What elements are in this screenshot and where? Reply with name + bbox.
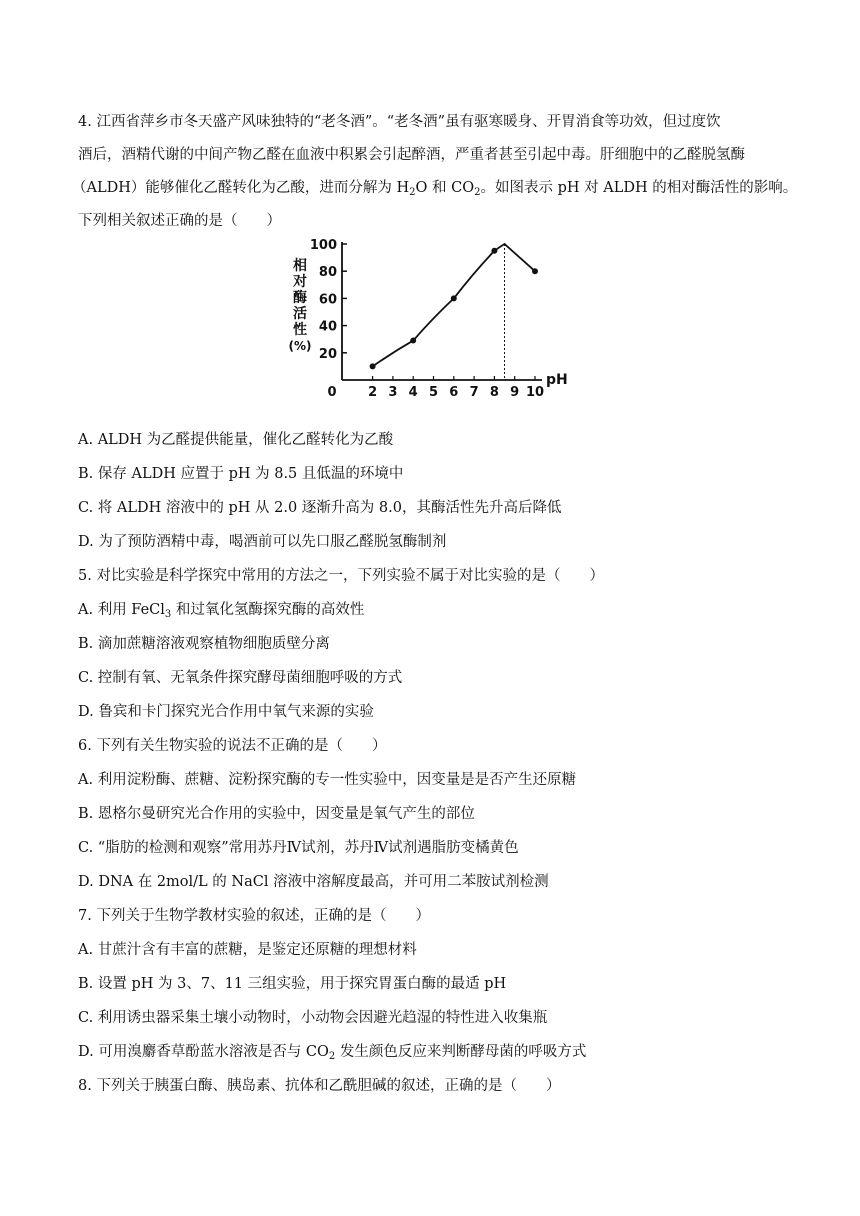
q4-option-a: A. ALDH 为乙醛提供能量，催化乙醛转化为乙酸 — [78, 432, 394, 448]
q4-option-d: D. 为了预防酒精中毒，喝酒前可以先口服乙醛脱氢酶制剂 — [78, 534, 447, 550]
q4-option-c: C. 将 ALDH 溶液中的 pH 从 2.0 逐渐升高为 8.0，其酶活性先升高后降低 — [78, 500, 562, 516]
q6-option-d: D. DNA 在 2mol/L 的 NaCl 溶液中溶解度最高，并可用二苯胺试剂检测 — [78, 874, 549, 890]
q4-stem-line-2: 酒后，酒精代谢的中间产物乙醛在血液中积累会引起醉酒，严重者甚至引起中毒。肝细胞中的乙醛脱氢酶 — [78, 147, 745, 163]
y-axis-label-unit: (%) — [288, 339, 312, 353]
y-tick-label: 40 — [318, 319, 337, 335]
q4-option-b: B. 保存 ALDH 应置于 pH 为 8.5 且低温的环境中 — [78, 466, 404, 482]
q5-option-a — [78, 600, 364, 625]
q5-option-d: D. 鲁宾和卡门探究光合作用中氧气来源的实验 — [78, 704, 374, 720]
y-tick-label: 80 — [318, 265, 337, 281]
subscript: 2 — [474, 187, 481, 198]
q4-text: 。如图表示 pH 对 ALDH 的相对酶活性的影响。 — [480, 180, 798, 196]
x-tick-label: 0 — [327, 385, 337, 398]
x-tick-label: 9 — [510, 385, 520, 398]
x-axis-label: pH — [546, 372, 568, 388]
q6-option-c: C. “脂肪的检测和观察”常用苏丹Ⅳ试剂，苏丹Ⅳ试剂遇脂肪变橘黄色 — [78, 840, 519, 856]
q5-text: A. 利用 FeCl — [78, 602, 165, 618]
data-point — [370, 363, 376, 369]
y-axis-label — [289, 257, 312, 353]
q7-option-d — [78, 1042, 586, 1067]
series-line — [373, 244, 535, 366]
q4-text: O 和 CO — [415, 180, 475, 196]
q7-option-a: A. 甘蔗汁含有丰富的蔗糖，是鉴定还原糖的理想材料 — [78, 942, 417, 958]
q6-option-a: A. 利用淀粉酶、蔗糖、淀粉探究酶的专一性实验中，因变量是是否产生还原糖 — [78, 772, 577, 788]
y-axis-label-char: 相 — [293, 258, 307, 274]
y-tick-label: 100 — [309, 238, 337, 253]
subscript: 3 — [164, 609, 172, 620]
y-axis-label-char: 对 — [293, 274, 307, 290]
y-tick-label: 20 — [318, 346, 337, 362]
subscript: 2 — [409, 187, 416, 198]
q7-stem: 7. 下列关于生物学教材实验的叙述，正确的是（ ） — [78, 908, 430, 924]
x-tick-label: 4 — [408, 385, 418, 398]
q5-option-b: B. 滴加蔗糖溶液观察植物细胞质壁分离 — [78, 636, 330, 652]
y-axis-label-char: 酶 — [293, 290, 307, 306]
y-axis-label-char: 性 — [293, 322, 307, 338]
q6-option-b: B. 恩格尔曼研究光合作用的实验中，因变量是氧气产生的部位 — [78, 806, 475, 822]
q7-option-c: C. 利用诱虫器采集土壤小动物时，小动物会因避光趋湿的特性进入收集瓶 — [78, 1010, 548, 1026]
subscript: 2 — [328, 1051, 336, 1062]
data-point — [451, 295, 457, 301]
data-point — [532, 268, 538, 274]
y-axis-label-char: 活 — [293, 306, 307, 322]
q5-option-c: C. 控制有氧、无氧条件探究酵母菌细胞呼吸的方式 — [78, 670, 403, 686]
q4-stem-line-3 — [72, 178, 797, 203]
q7-option-b: B. 设置 pH 为 3、7、11 三组实验，用于探究胃蛋白酶的最适 pH — [78, 976, 507, 992]
data-point — [491, 248, 497, 254]
ph-activity-chart — [280, 236, 580, 398]
q4-stem-line-4: 下列相关叙述正确的是（ ） — [78, 213, 281, 229]
q5-stem: 5. 对比实验是科学探究中常用的方法之一，下列实验不属于对比实验的是（ ） — [78, 568, 604, 584]
q7-text: D. 可用溴麝香草酚蓝水溶液是否与 CO — [78, 1044, 329, 1060]
x-tick-label: 7 — [469, 385, 479, 398]
q4-text: （ALDH）能够催化乙醛转化为乙酸，进而分解为 H — [72, 180, 410, 196]
x-tick-label: 6 — [449, 385, 459, 398]
y-tick-label: 60 — [318, 292, 337, 308]
q6-stem: 6. 下列有关生物实验的说法不正确的是（ ） — [78, 738, 387, 754]
q8-stem: 8. 下列关于胰蛋白酶、胰岛素、抗体和乙酰胆碱的叙述，正确的是（ ） — [78, 1078, 561, 1094]
x-tick-label: 3 — [388, 385, 398, 398]
data-point — [410, 338, 416, 344]
x-tick-label: 10 — [525, 385, 545, 398]
x-tick-label: 5 — [428, 385, 439, 398]
x-tick-label: 2 — [368, 385, 378, 398]
q7-text: 发生颜色反应来判断酵母菌的呼吸方式 — [335, 1044, 587, 1060]
q5-text: 和过氧化氢酶探究酶的高效性 — [171, 602, 365, 618]
q4-stem-line-1: 4. 江西省萍乡市冬天盛产风味独特的“老冬酒”。“老冬酒”虽有驱寒暖身、开胃消食等功效，但过度饮 — [78, 114, 721, 130]
x-tick-label: 8 — [489, 385, 499, 398]
